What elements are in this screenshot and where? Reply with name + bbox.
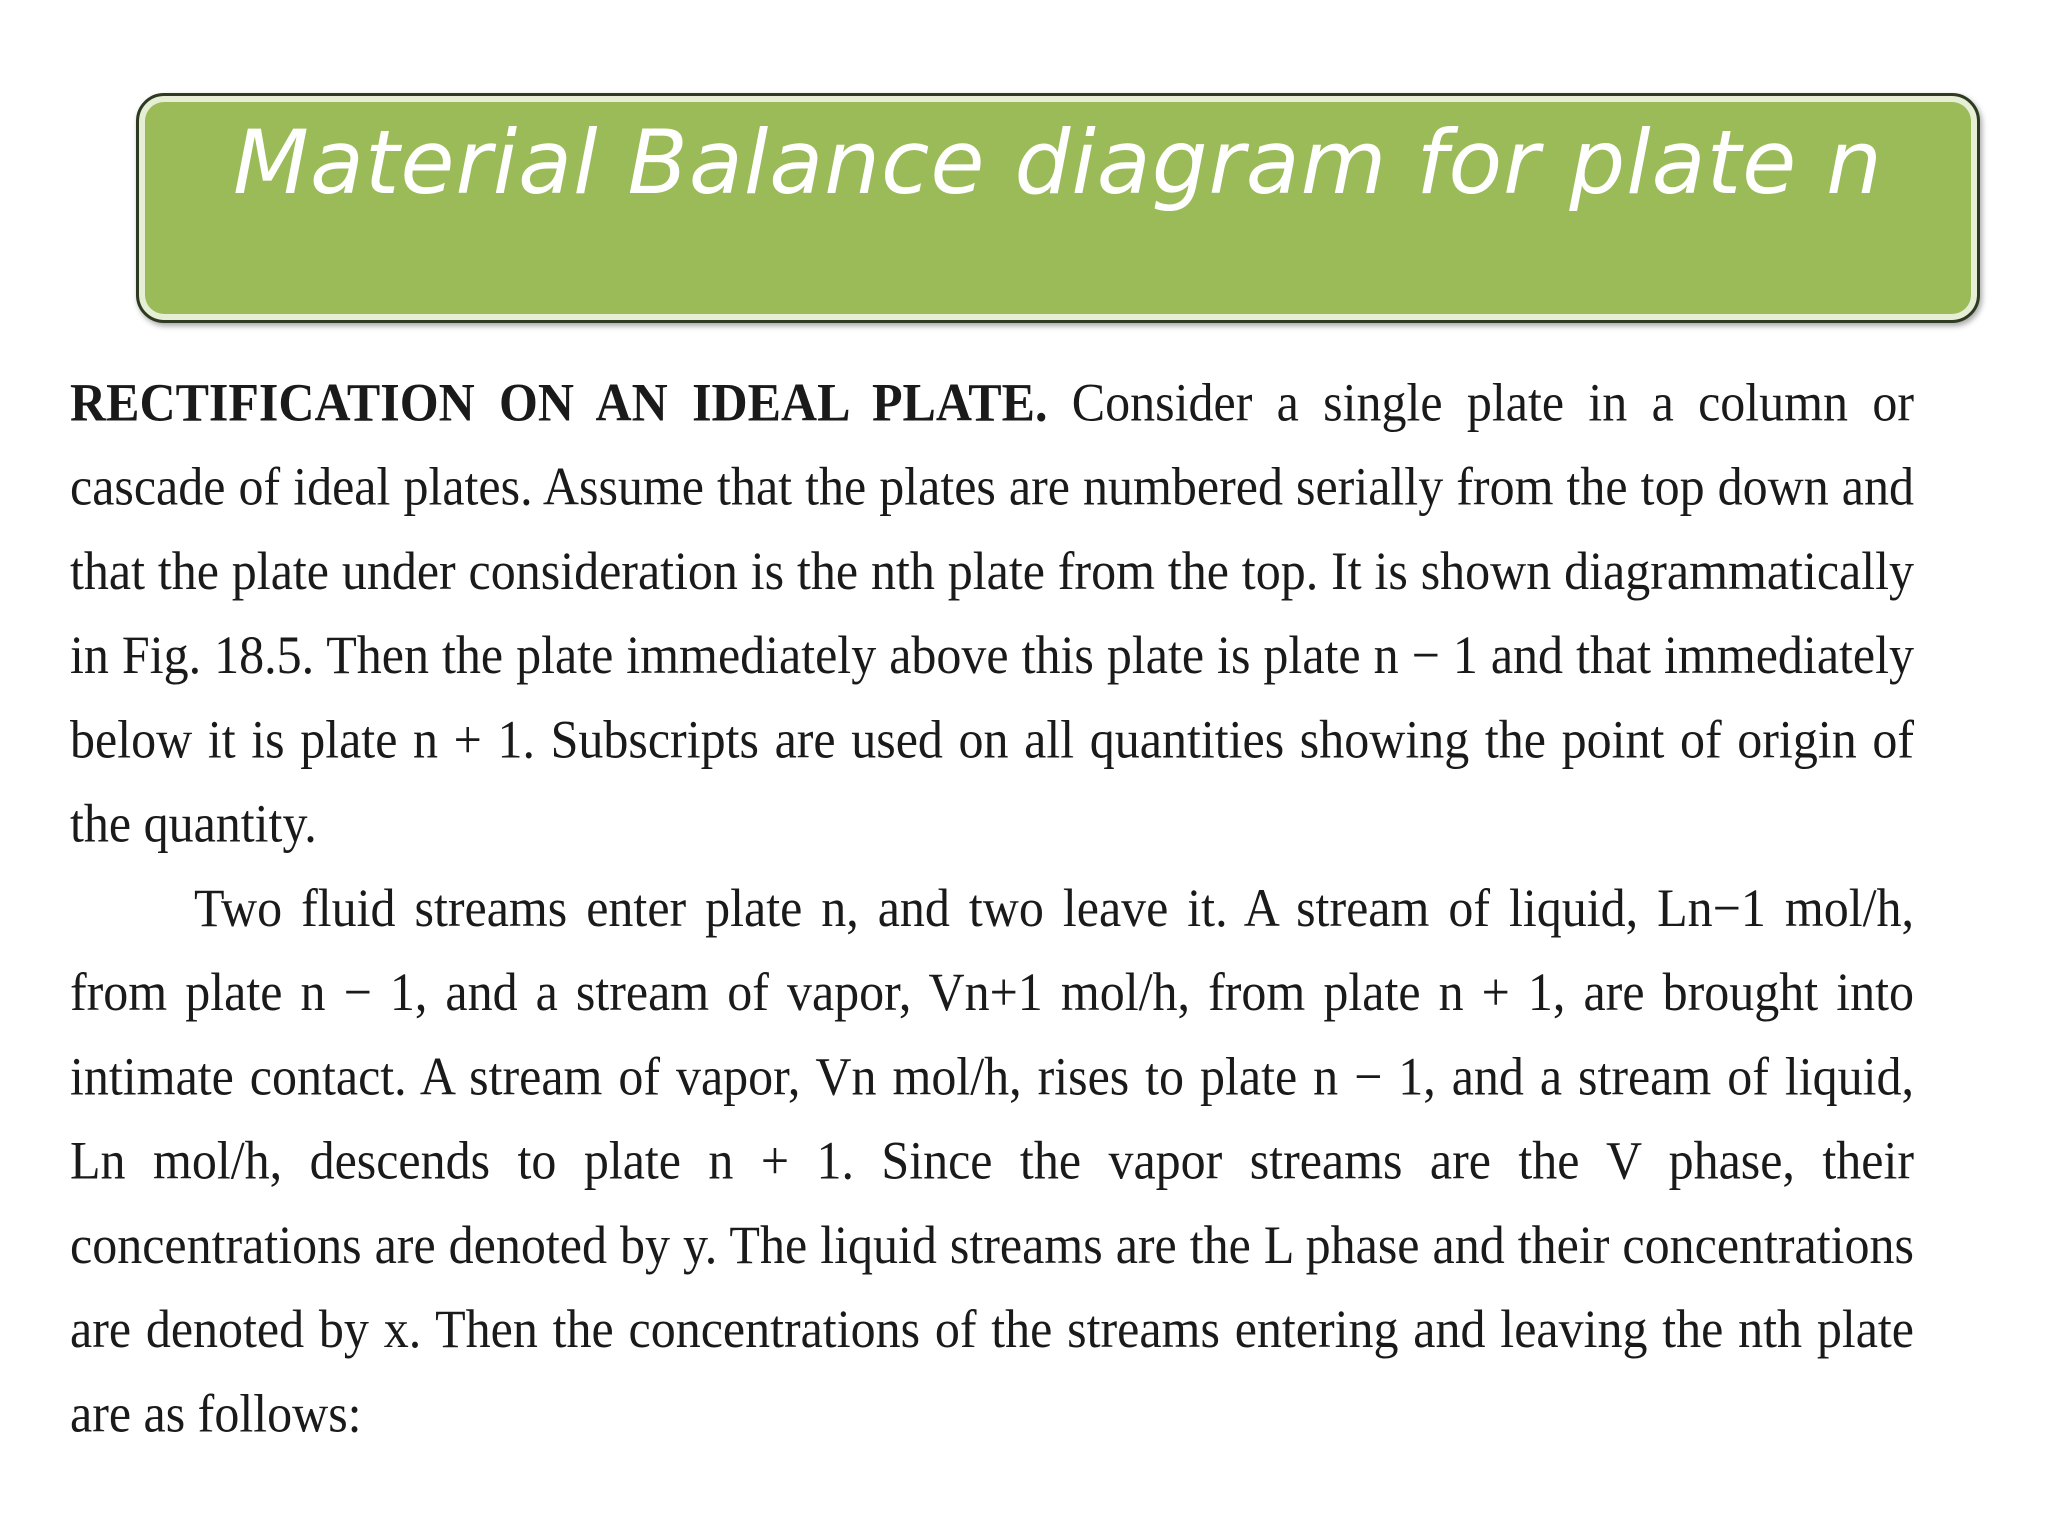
paragraph-1 bbox=[70, 360, 1914, 865]
slide-title: Material Balance diagram for plate n bbox=[233, 111, 1883, 214]
title-banner bbox=[136, 93, 1980, 323]
paragraph-2-text: Two fluid streams enter plate n, and two leave it. A stream of liquid, Ln−1 mol/h, from plate n − 1, and a stream of vapor, Vn+1 mol/h, from plate n + 1, are brought into intimate contact. A stream of vapor, Vn mol/h, rises to plate n − 1, and a stream of liquid, Ln mol/h, descends to plate n + 1. Since the vapor streams are the V phase, their concentrations are denoted by y. The liquid streams are the L phase and their concentrations are denoted by x. Then the concentrations of the streams entering and leaving the nth plate are as follows: bbox=[70, 877, 1914, 1444]
section-heading: RECTIFICATION ON AN IDEAL PLATE. bbox=[70, 371, 1048, 433]
scanned-text-excerpt bbox=[70, 360, 1914, 1455]
paragraph-2 bbox=[70, 865, 1914, 1455]
paragraph-1-text: Consider a single plate in a column or cascade of ideal plates. Assume that the plates are numbered serially from the top down and that the plate under consideration is the nth plate from the top. It is shown diagrammatically in Fig. 18.5. Then the plate immediately above this plate is plate n − 1 and that immediately below it is plate n + 1. Subscripts are used on all quantities showing the point of origin of the quantity. bbox=[70, 371, 1915, 854]
